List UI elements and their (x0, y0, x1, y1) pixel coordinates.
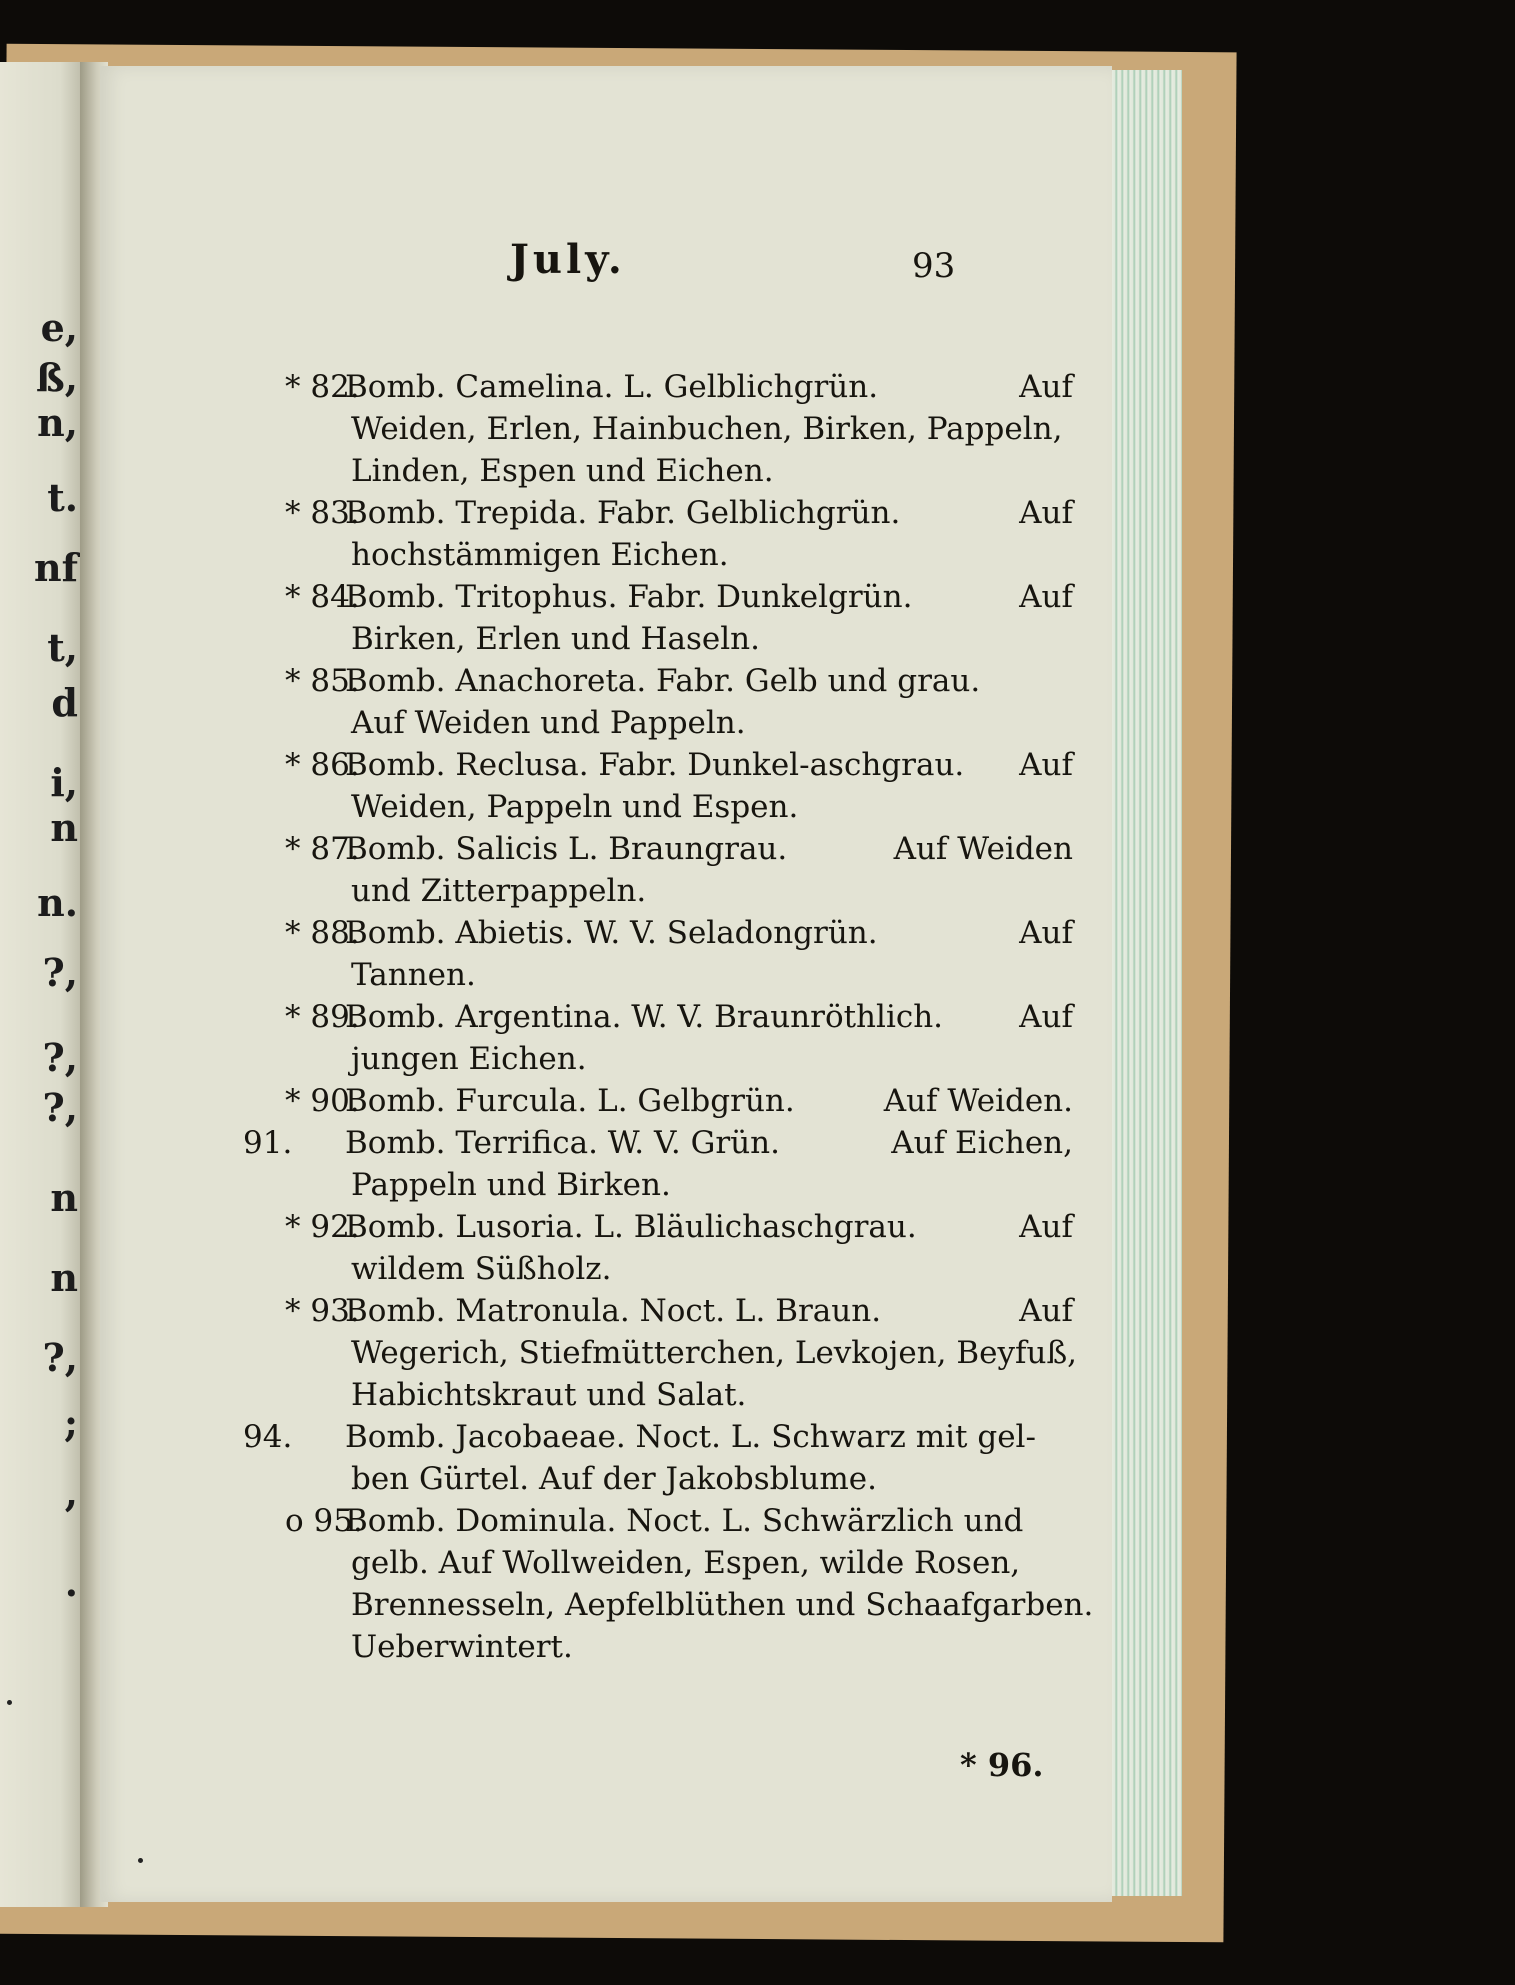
page-edges (1112, 70, 1182, 1896)
entry-right-text: Auf (1019, 1293, 1073, 1329)
entry-continuation-line (243, 408, 1073, 450)
entry-text: Auf Weiden und Pappeln. (351, 705, 746, 741)
entry-text: Weiden, Erlen, Hainbuchen, Birken, Pappeln, (351, 411, 1063, 447)
entry-text: Habichtskraut und Salat. (351, 1377, 747, 1413)
entry-text: Bomb. Lusoria. L. Bläulichaschgrau. (345, 1209, 917, 1245)
page-content (100, 66, 1112, 1902)
entry-right-text: Auf (1019, 369, 1073, 405)
entry-text: Bomb. Camelina. L. Gelblichgrün. (345, 369, 879, 405)
left-page-text-fragment: n (50, 1255, 78, 1300)
entry-text: Bomb. Reclusa. Fabr. Dunkel-aschgrau. (345, 747, 965, 783)
entry-line (243, 1500, 1073, 1542)
entry-number: * 84. (285, 579, 360, 615)
entry-text: jungen Eichen. (351, 1041, 587, 1077)
entry-line (243, 576, 1073, 618)
entry-text: Bomb. Furcula. L. Gelbgrün. (345, 1083, 795, 1119)
entry-continuation-line (243, 1584, 1094, 1626)
left-page-text-fragment: nf (34, 545, 78, 590)
entry-text: Linden, Espen und Eichen. (351, 453, 774, 489)
entry-number: * 92. (285, 1209, 360, 1245)
right-page (100, 66, 1112, 1902)
entry-number: * 87. (285, 831, 360, 867)
entry-text: Tannen. (351, 957, 476, 993)
left-page-text-fragment: ?, (42, 1335, 78, 1380)
left-page-text-fragment: ?, (42, 1035, 78, 1080)
left-page-text-fragment: n. (37, 880, 78, 925)
species-entry-list (243, 366, 1094, 1668)
entry-continuation-line (243, 1542, 1073, 1584)
entry-continuation-line (243, 1458, 1073, 1500)
entry-continuation-line (243, 954, 1073, 996)
entry-text: ben Gürtel. Auf der Jakobsblume. (351, 1461, 877, 1497)
entry-continuation-line (243, 1332, 1078, 1374)
left-page-text-fragment: t, (47, 625, 78, 670)
entry-text: Birken, Erlen und Haseln. (351, 621, 760, 657)
entry-number: * 83. (285, 495, 360, 531)
entry-text: Bomb. Anachoreta. Fabr. Gelb und grau. (345, 663, 981, 699)
entry-continuation-line (243, 1164, 1073, 1206)
entry-text: Bomb. Argentina. W. V. Braunröthlich. (345, 999, 944, 1035)
left-page-text-fragment: n (50, 1175, 78, 1220)
entry-right-text: Auf (1019, 999, 1073, 1035)
entry-line (243, 1416, 1073, 1458)
entry-right-text: Auf Eichen, (891, 1125, 1073, 1161)
entry-continuation-line (243, 1248, 1073, 1290)
entry-text: Bomb. Terrifica. W. V. Grün. (345, 1125, 780, 1161)
left-page-text-fragment: n (50, 805, 78, 850)
entry-line (243, 492, 1073, 534)
entry-text: Weiden, Pappeln und Espen. (351, 789, 799, 825)
entry-number: * 82. (285, 369, 360, 405)
entry-number: 91. (243, 1125, 293, 1161)
entry-continuation-line (243, 1038, 1073, 1080)
entry-right-text: Auf (1019, 915, 1073, 951)
entry-line (243, 1122, 1073, 1164)
running-header-title: July. (510, 236, 626, 283)
entry-number: * 85. (285, 663, 360, 699)
entry-continuation-line (243, 870, 1073, 912)
entry-text: wildem Süßholz. (351, 1251, 612, 1287)
entry-continuation-line (243, 450, 1073, 492)
entry-number: * 90. (285, 1083, 360, 1119)
entry-continuation-line (243, 534, 1073, 576)
entry-text: und Zitterpappeln. (351, 873, 647, 909)
entry-continuation-line (243, 1626, 1073, 1668)
entry-text: Bomb. Trepida. Fabr. Gelblichgrün. (345, 495, 901, 531)
entry-line (243, 366, 1073, 408)
entry-right-text: Auf (1019, 747, 1073, 783)
left-page-text-fragment: n, (37, 400, 78, 445)
entry-continuation-line (243, 1374, 1073, 1416)
left-page-fragment (0, 62, 86, 1907)
page-number: 93 (912, 246, 956, 286)
entry-number: * 89. (285, 999, 360, 1035)
ink-speck (7, 1700, 12, 1705)
ink-speck (138, 1858, 143, 1863)
entry-number: 94. (243, 1419, 293, 1455)
entry-text: Bomb. Dominula. Noct. L. Schwärzlich und (345, 1503, 1024, 1539)
entry-text: Bomb. Jacobaeae. Noct. L. Schwarz mit gel- (345, 1419, 1036, 1455)
entry-line (243, 996, 1073, 1038)
left-page-text-fragment: , (64, 1470, 78, 1515)
entry-continuation-line (243, 702, 1073, 744)
left-page-text-fragment: ?, (42, 950, 78, 995)
entry-number: * 86. (285, 747, 360, 783)
entry-line (243, 912, 1073, 954)
entry-text: hochstämmigen Eichen. (351, 537, 729, 573)
entry-continuation-line (243, 786, 1073, 828)
entry-line (243, 1290, 1073, 1332)
entry-text: Wegerich, Stiefmütterchen, Levkojen, Beyfuß, (351, 1335, 1078, 1371)
left-page-text-fragment: i, (50, 760, 78, 805)
entry-text: Bomb. Tritophus. Fabr. Dunkelgrün. (345, 579, 913, 615)
entry-right-text: Auf (1019, 579, 1073, 615)
entry-right-text: Auf Weiden. (883, 1083, 1073, 1119)
entry-line (243, 1080, 1073, 1122)
entry-text: Bomb. Abietis. W. V. Seladongrün. (345, 915, 878, 951)
left-page-text-fragment: d (51, 680, 78, 725)
entry-continuation-line (243, 618, 1073, 660)
entry-text: Ueberwintert. (351, 1629, 573, 1665)
entry-text: Pappeln und Birken. (351, 1167, 671, 1203)
left-page-text-fragment: . (64, 1560, 78, 1605)
entry-text: Bomb. Matronula. Noct. L. Braun. (345, 1293, 882, 1329)
entry-right-text: Auf (1019, 495, 1073, 531)
left-page-text-fragment: e, (40, 305, 78, 350)
entry-text: Brennesseln, Aepfelblüthen und Schaafgarben. (351, 1587, 1094, 1623)
entry-text: gelb. Auf Wollweiden, Espen, wilde Rosen, (351, 1545, 1021, 1581)
entry-line (243, 744, 1073, 786)
entry-number: o 95. (285, 1503, 363, 1539)
entry-text: Bomb. Salicis L. Braungrau. (345, 831, 788, 867)
left-page-text-fragment: ß, (35, 355, 78, 400)
left-page-text-fragment: t. (47, 475, 78, 520)
entry-right-text: Auf Weiden (893, 831, 1073, 867)
entry-number: * 88. (285, 915, 360, 951)
entry-number: * 93. (285, 1293, 360, 1329)
entry-line (243, 828, 1073, 870)
left-page-text-fragment: ; (63, 1400, 78, 1445)
catchword: * 96. (960, 1746, 1044, 1784)
left-page-text-fragment: ?, (42, 1085, 78, 1130)
entry-right-text: Auf (1019, 1209, 1073, 1245)
entry-line (243, 660, 1073, 702)
entry-line (243, 1206, 1073, 1248)
